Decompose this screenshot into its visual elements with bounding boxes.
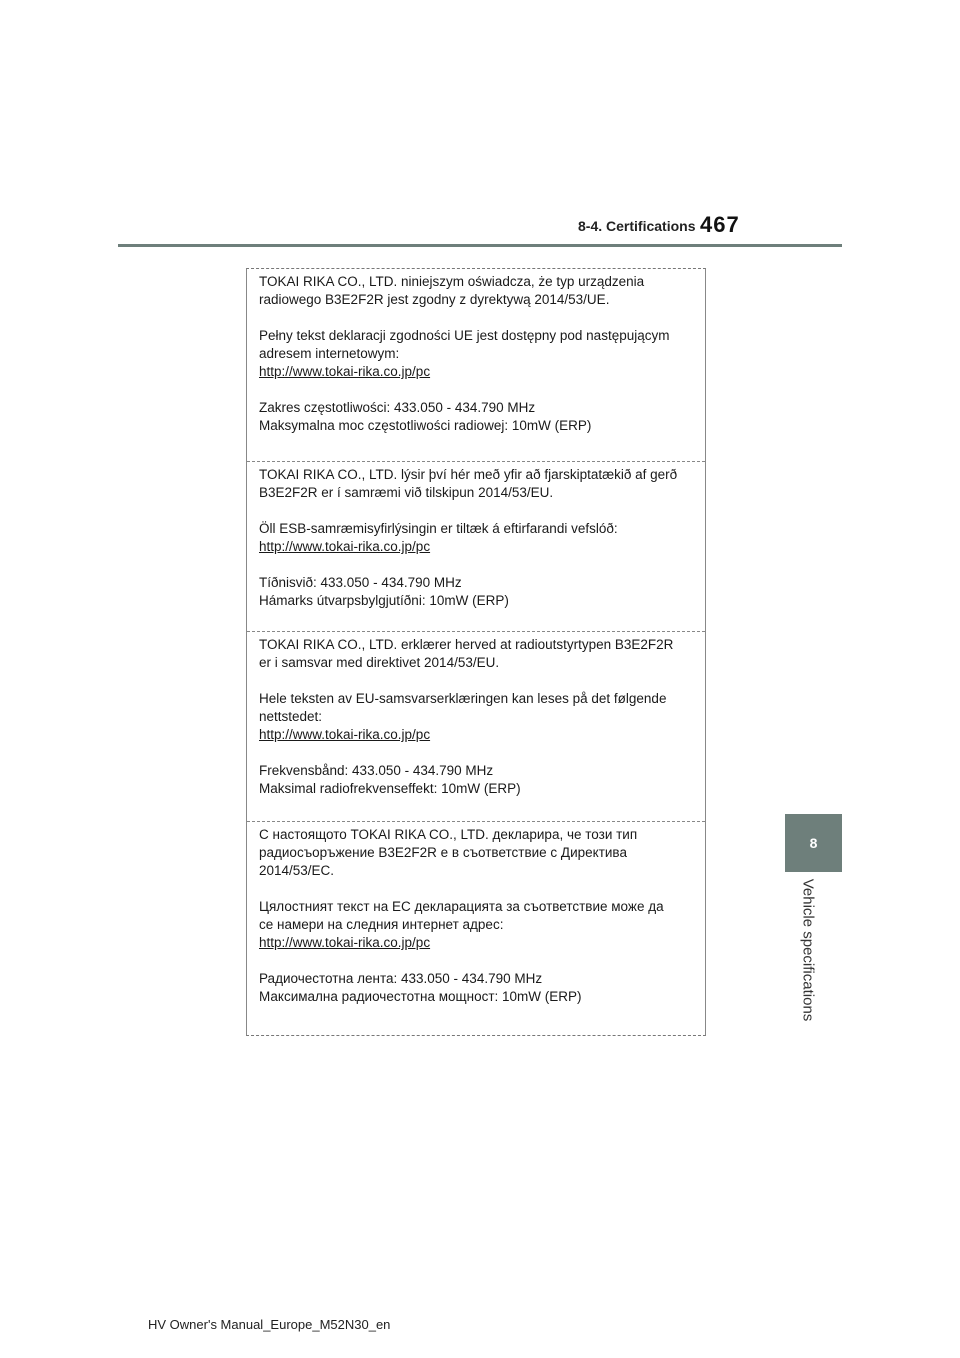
- declaration-line: TOKAI RIKA CO., LTD. lýsir því hér með yfir að fjarskiptatækið af gerð: [259, 467, 678, 482]
- declaration-line: TOKAI RIKA CO., LTD. erklærer herved at radioutstyrtypen B3E2F2R: [259, 637, 674, 652]
- certification-bulgarian: [247, 821, 705, 1037]
- full-text-line: Pełny tekst deklaracji zgodności UE jest dostępny pod następującym: [259, 328, 670, 343]
- full-text-line: се намери на следния интернет адрес:: [259, 917, 504, 932]
- declaration-line: er i samsvar med direktivet 2014/53/EU.: [259, 655, 500, 670]
- declaration-line: B3E2F2R er í samræmi við tilskipun 2014/53/EU.: [259, 485, 554, 500]
- declaration-line: радиосъоръжение B3E2F2R е в съответствие с Директива: [259, 845, 627, 860]
- frequency-range: Радиочестотна лента: 433.050 - 434.790 MHz: [259, 971, 543, 986]
- page-number: 467: [700, 212, 740, 237]
- declaration-url-link[interactable]: http://www.tokai-rika.co.jp/pc: [259, 539, 431, 554]
- max-power: Hámarks útvarpsbylgjutíðni: 10mW (ERP): [259, 593, 509, 608]
- declaration-line: С настоящото TOKAI RIKA CO., LTD. декларира, че този тип: [259, 827, 638, 842]
- full-text-line: Цялостният текст на ЕС декларацията за съответствие може да: [259, 899, 664, 914]
- declaration-url-link[interactable]: http://www.tokai-rika.co.jp/pc: [259, 364, 431, 379]
- declaration-line: 2014/53/ЕС.: [259, 863, 335, 878]
- section-title: 8-4. Certifications: [578, 218, 696, 234]
- max-power: Максимална радиочестотна мощност: 10mW (ERP): [259, 989, 582, 1004]
- header-divider: [118, 244, 842, 247]
- declaration-url-link[interactable]: http://www.tokai-rika.co.jp/pc: [259, 727, 431, 742]
- full-text-line: Hele teksten av EU-samsvarserklæringen kan leses på det følgende: [259, 691, 667, 706]
- chapter-title: Vehicle specifications: [799, 878, 817, 1022]
- frequency-range: Zakres częstotliwości: 433.050 - 434.790 MHz: [259, 400, 536, 415]
- full-text-line: Öll ESB-samræmisyfirlýsingin er tiltæk á eftirfarandi vefslóð:: [259, 521, 618, 536]
- certification-norwegian: [247, 631, 705, 821]
- frequency-range: Frekvensbånd: 433.050 - 434.790 MHz: [259, 763, 494, 778]
- chapter-number: 8: [809, 835, 818, 851]
- full-text-line: nettstedet:: [259, 709, 323, 724]
- declaration-url-link[interactable]: http://www.tokai-rika.co.jp/pc: [259, 935, 431, 950]
- declaration-line: TOKAI RIKA CO., LTD. niniejszym oświadcza, że typ urządzenia: [259, 274, 645, 289]
- certification-icelandic: [247, 461, 705, 631]
- max-power: Maksymalna moc częstotliwości radiowej: 10mW (ERP): [259, 418, 592, 433]
- full-text-line: adresem internetowym:: [259, 346, 400, 361]
- max-power: Maksimal radiofrekvenseffekt: 10mW (ERP): [259, 781, 521, 796]
- declaration-line: radiowego B3E2F2R jest zgodny z dyrektywą 2014/53/UE.: [259, 292, 610, 307]
- certification-box: [246, 268, 706, 1036]
- footer-text: HV Owner's Manual_Europe_M52N30_en: [148, 1317, 391, 1332]
- chapter-tab[interactable]: [785, 814, 842, 872]
- frequency-range: Tíðnisvið: 433.050 - 434.790 MHz: [259, 575, 462, 590]
- certification-polish: [247, 269, 705, 461]
